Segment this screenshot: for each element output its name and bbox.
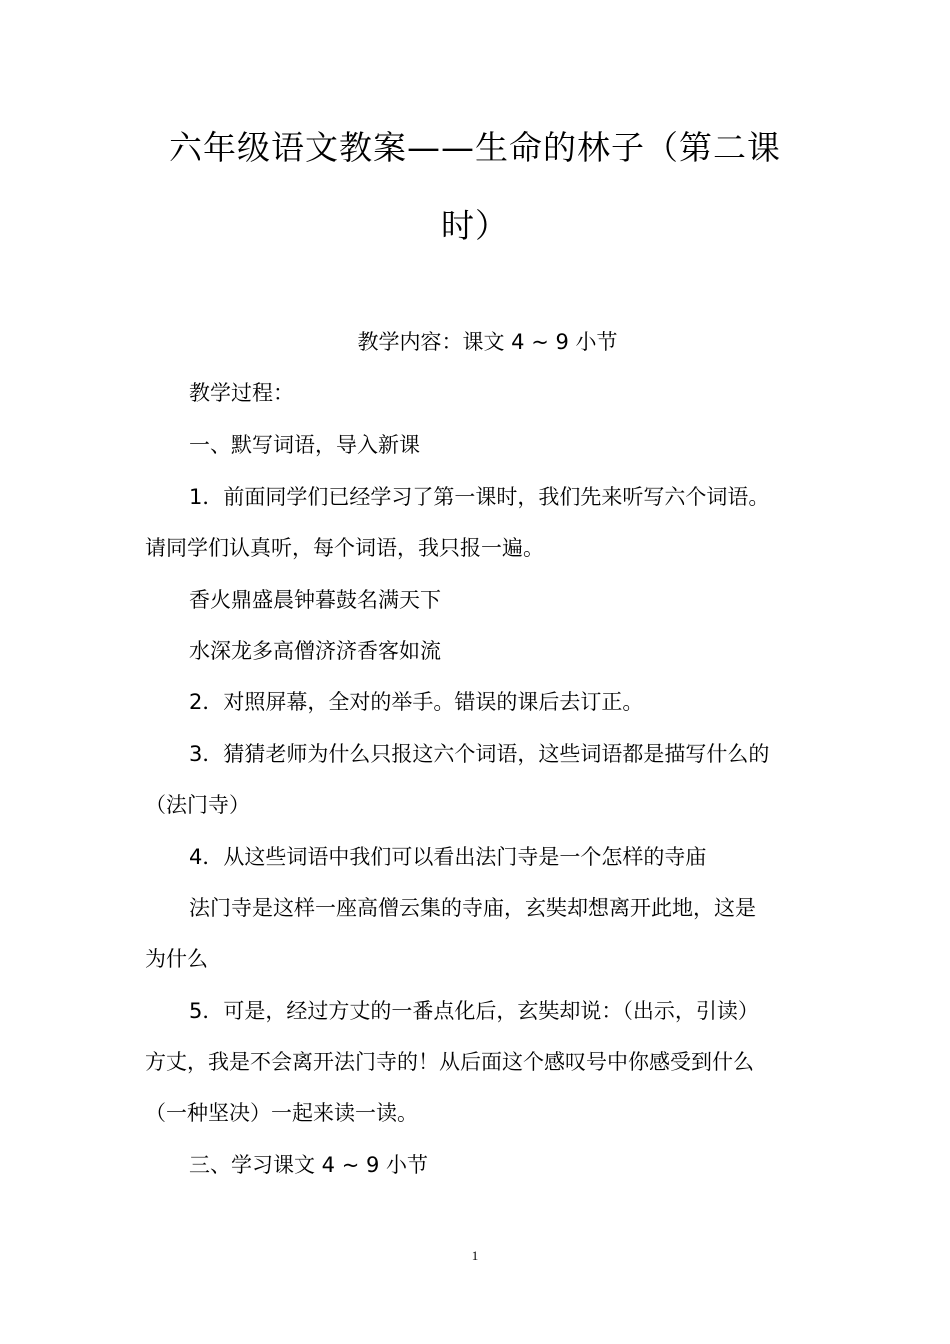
paragraph: 1．前面同学们已经学习了第一课时，我们先来听写六个词语。 — [189, 485, 770, 509]
paragraph: 教学过程： — [189, 381, 294, 405]
paragraph: （一种坚决）一起来读一读。 — [145, 1101, 418, 1125]
section-heading: 三、学习课文 4 ~ 9 小节 — [189, 1153, 429, 1177]
paragraph: 请同学们认真听，每个词语，我只报一遍。 — [145, 536, 544, 560]
paragraph: 方丈，我是不会离开法门寺的！从后面这个感叹号中你感受到什么 — [145, 1050, 754, 1074]
word-list: 水深龙多高僧济济香客如流 — [189, 639, 441, 663]
paragraph: 为什么 — [145, 947, 208, 971]
paragraph: 4．从这些词语中我们可以看出法门寺是一个怎样的寺庙 — [189, 845, 707, 869]
subtitle: 教学内容：课文 4 ~ 9 小节 — [357, 330, 618, 354]
page-number: 1 — [471, 1248, 479, 1263]
paragraph: 5．可是，经过方丈的一番点化后，玄奘却说：（出示，引读） — [189, 999, 759, 1023]
paragraph: （法门寺） — [145, 793, 250, 817]
word-list: 香火鼎盛晨钟暮鼓名满天下 — [189, 588, 441, 612]
title-line-2: 时） — [441, 206, 509, 245]
section-heading: 一、默写词语，导入新课 — [189, 433, 420, 457]
paragraph: 3．猜猜老师为什么只报这六个词语，这些词语都是描写什么的 — [189, 742, 770, 766]
paragraph: 2．对照屏幕，全对的举手。错误的课后去订正。 — [189, 690, 644, 714]
paragraph: 法门寺是这样一座高僧云集的寺庙，玄奘却想离开此地，这是 — [189, 896, 756, 920]
title-line-1: 六年级语文教案——生命的林子（第二课 — [169, 128, 781, 167]
